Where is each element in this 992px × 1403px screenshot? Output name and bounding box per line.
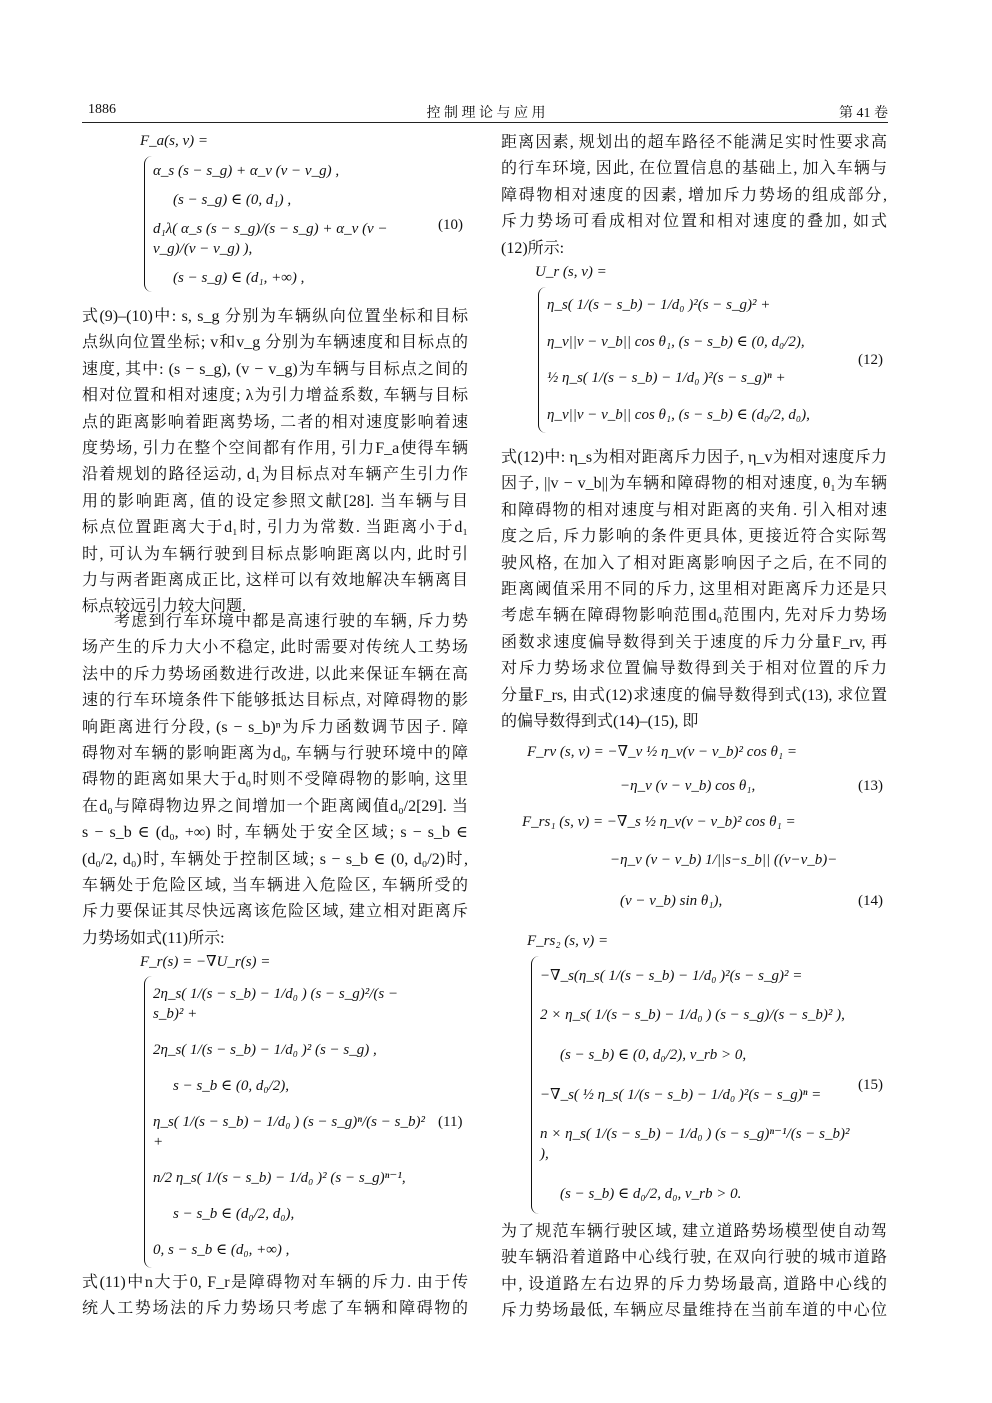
equation-cases [144,976,430,1268]
text-line: 用的影响距离, 值的设定参照文献[28]. 当车辆与目 [82,492,468,510]
equation-number: (10) [438,217,463,233]
equation-cases [538,287,852,433]
text-line: 和障碍物的相对速度与相对距离的夹角. 引入相对速 [501,501,887,519]
equation-line: 2η_s( 1/(s − s_b) − 1/d₀ ) (s − s_g)²/(s − s_b)² + [153,986,399,1022]
equation-line: −∇_s( ½ η_s( 1/(s − s_b) − 1/d₀ )²(s − s_g)ⁿ = [540,1086,822,1103]
text-line: 对斥力势场求位置偏导数得到关于相对位置的斥力 [501,660,887,678]
text-line: 分量F_rs, 由式(12)求速度的偏导数得到式(13), 求位置 [501,686,887,704]
equation-number: (12) [858,352,883,368]
equation-line: n × η_s( 1/(s − s_b) − 1/d₀ ) (s − s_g)ⁿ⁻¹/(s − s_b)² ), [540,1126,850,1163]
paragraph [82,609,468,952]
equation-line: s − s_b ∈ (0, d₀/2), [173,1078,290,1094]
equation-number: (15) [858,1077,883,1093]
equation-line: n/2 η_s( 1/(s − s_b) − 1/d₀ )² (s − s_g)ⁿ⁻¹, [153,1170,406,1186]
text-line: 障碍物相对速度的因素, 增加斥力势场的组成部分, [501,186,887,204]
text-line: 距离因素, 规划出的超车路径不能满足实时性要求高 [501,134,887,151]
text-line: 力势场如式(11)所示: [82,929,225,947]
text-line: 碍物对车辆的影响距离为d₀, 车辆与行驶环境中的障 [82,744,468,762]
text-line: 点纵向位置坐标; v和v_g 分别为车辆速度和目标点的 [82,334,468,352]
equation-line: ½ η_s( 1/(s − s_b) − 1/d₀ )²(s − s_g)ⁿ + [547,370,786,387]
text-line: 度之后, 斥力影响的条件更具体, 更接近符合实际驾 [501,528,887,546]
equation-line: (s − s_b) ∈ (0, d₀/2), v_rb > 0, [560,1047,747,1064]
journal-title: 控 制 理 论 与 应 用 [426,106,546,121]
text-line: 斥力势场可看成相对位置和相对速度的叠加, 如式 [501,213,887,231]
text-line: 响距离进行分段, (s − s_b)ⁿ为斥力函数调节因子. 障 [82,718,468,736]
text-line: 的行车环境, 因此, 在位置信息的基础上, 加入车辆与 [501,160,887,178]
paragraph [82,1270,468,1323]
text-line: 统人工势场法的斥力势场只考虑了车辆和障碍物的 [82,1300,468,1318]
equation-line: F_rs₁ (s, v) = −∇_s ½ η_v(v − v_b)² cos θ₁ = [522,814,796,830]
text-line: 驶车辆沿着道路中心线行驶, 在双向行驶的城市道路 [501,1249,887,1267]
equation-lhs: F_rs₂ (s, v) = [527,933,609,949]
header-rule [82,122,888,123]
equation-line: −η_v (v − v_b) 1/||s−s_b|| ((v−v_b)− [610,852,838,868]
text-line: 式(11)中n大于0, F_r是障碍物对车辆的斥力. 由于传 [82,1274,468,1291]
text-line: 速度, 其中: (s − s_g), (v − v_g)为车辆与目标点之间的 [82,360,468,378]
equation-number: (14) [858,893,883,909]
text-line: 为了规范车辆行驶区域, 建立道路势场模型使自动驾 [501,1223,887,1240]
paragraph [82,304,468,621]
text-line: 因子, ||v − v_b||为车辆和障碍物的相对速度, θ₁为车辆 [501,475,887,493]
text-line: 车辆处于危险区域, 当车辆进入危险区, 车辆所受的 [82,876,468,894]
equation-line: α_s (s − s_g) + α_v (v − v_g) , [153,162,340,179]
text-line: (12)所示: [501,239,565,257]
text-line: 碍物的距离如果大于d₀时则不受障碍物的影响, 这里 [82,771,468,789]
equation-line: 2η_s( 1/(s − s_b) − 1/d₀ )² (s − s_g) , [153,1042,377,1058]
paragraph [501,445,887,735]
text-line: 相对位置和相对速度; λ为引力增益系数, 车辆与目标 [82,387,468,405]
paragraph [501,1219,887,1325]
text-line: 点的距离影响着距离势场, 二者的相对速度影响着速 [82,413,468,431]
equation-line: d₁λ( α_s (s − s_g)/(s − s_g) + α_v (v − v_g)/(v − v_g) ), [153,220,388,257]
text-line: 考虑到行车环境中都是高速行驶的车辆, 斥力势 [114,613,468,630]
text-line: 标点位置距离大于d₁时, 引力为常数. 当距离小于d₁ [82,519,468,537]
text-line: 中, 设道路左右边界的斥力势场最高, 道路中心线的 [501,1275,887,1293]
equation-line: 2 × η_s( 1/(s − s_b) − 1/d₀ ) (s − s_g)/(s − s_b)² ), [540,1007,845,1024]
text-line: 力与两者距离成正比, 这样可以有效地解决车辆离目 [82,571,468,589]
text-line: 度势场, 引力在整个空间都有作用, 引力F_a使得车辆 [82,439,468,457]
equation-line: η_s( 1/(s − s_b) − 1/d₀ ) (s − s_g)ⁿ/(s − s_b)² + [153,1114,425,1150]
text-line: 斥力要保证其尽快远离该危险区域, 建立相对距离斥 [82,903,468,921]
page-number: 1886 [88,102,116,117]
text-line: 式(12)中: η_s为相对距离斥力因子, η_v为相对速度斥力 [501,449,887,466]
equation-line: s − s_b ∈ (d₀/2, d₀), [173,1206,295,1222]
volume-label: 第 41 卷 [839,106,888,121]
equation-number: (11) [438,1114,463,1130]
text-line: 法中的斥力势场函数进行改进, 以此来保证车辆在高 [82,665,468,683]
equation-line: −η_v (v − v_b) cos θ₁, [620,778,756,794]
text-line: 标点较远引力较大问题. [82,598,247,616]
equation-line: (v − v_b) sin θ₁), [620,893,723,909]
text-line: 斥力势场最低, 车辆应尽量维持在当前车道的中心位 [501,1302,887,1320]
text-line: 函数求速度偏导数得到关于速度的斥力分量F_rv, 再 [501,633,887,651]
text-line: 考虑车辆在障碍物影响范围d₀范围内, 先对斥力势场 [501,607,887,625]
equation-lhs: F_a(s, v) = [140,133,209,149]
text-line: 场产生的斥力大小不稳定, 此时需要对传统人工势场 [82,639,468,657]
text-line: 速的行车环境条件下能够抵达目标点, 对障碍物的影 [82,692,468,710]
equation-line: η_v||v − v_b|| cos θ₁, (s − s_b) ∈ (d₀/2, d₀), [547,406,810,423]
text-line: 的偏导数得到式(14)–(15), 即 [501,712,699,730]
text-line: 时, 可认为车辆行驶到目标点影响距离以内, 此时引 [82,545,468,563]
equation-line: (s − s_g) ∈ (0, d₁) , [173,191,292,208]
equation-line: F_rv (s, v) = −∇_v ½ η_v(v − v_b)² cos θ₁ = [527,744,797,760]
equation-line: −∇_s(η_s( 1/(s − s_b) − 1/d₀ )²(s − s_g)² = [540,967,803,984]
text-line: 距离阈值采用不同的斥力, 这里相对距离斥力还是只 [501,580,887,598]
equation-line: (s − s_g) ∈ (d₁, +∞) , [173,269,305,286]
text-line: 在d₀与障碍物边界之间增加一个距离阈值d₀/2[29]. 当 [82,797,468,815]
text-line: (d₀/2, d₀)时, 车辆处于控制区域; s − s_b ∈ (0, d₀/2)时, [82,850,468,868]
text-line: 驶风格, 在加入了相对距离影响因子之后, 在不同的 [501,554,887,572]
text-line: 式(9)–(10)中: s, s_g 分别为车辆纵向位置坐标和目标 [82,308,468,325]
text-line: 沿着规划的路径运动, d₁为目标点对车辆产生引力作 [82,466,468,484]
equation-line: η_s( 1/(s − s_b) − 1/d₀ )²(s − s_g)² + [547,297,771,314]
equation-lhs: U_r (s, v) = [535,264,607,280]
equation-number: (13) [858,778,883,794]
equation-line: 0, s − s_b ∈ (d₀, +∞) , [153,1242,290,1258]
equation-cases [144,156,430,292]
paragraph [501,130,887,262]
equation-cases [531,956,852,1214]
equation-lhs: F_r(s) = −∇U_r(s) = [140,954,271,970]
text-line: s − s_b ∈ (d₀, +∞) 时, 车辆处于安全区域; s − s_b ∈ [82,824,468,842]
equation-line: η_v||v − v_b|| cos θ₁, (s − s_b) ∈ (0, d₀/2), [547,333,805,350]
equation-line: (s − s_b) ∈ d₀/2, d₀, v_rb > 0. [560,1186,742,1203]
